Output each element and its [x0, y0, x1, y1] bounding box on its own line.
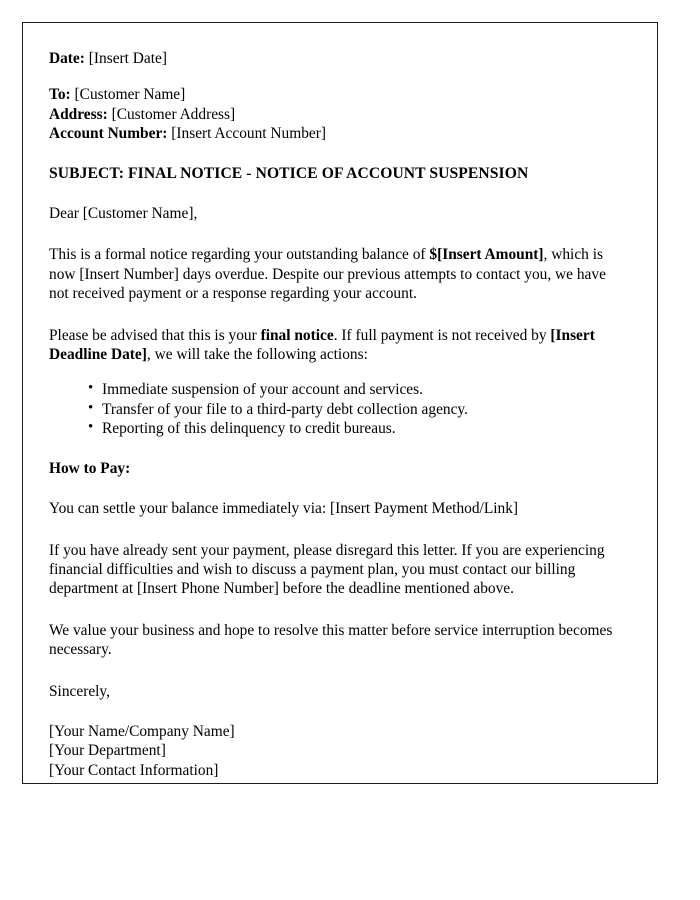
letter-page — [22, 22, 658, 784]
paragraph2-part1: Please be advised that this is your — [49, 326, 261, 344]
to-line — [49, 85, 629, 104]
salutation: Dear [Customer Name], — [49, 205, 198, 223]
address-label: Address: — [49, 105, 108, 123]
sign-off: Sincerely, — [49, 682, 110, 700]
date-label: Date: — [49, 50, 85, 67]
list-item: • Reporting of this delinquency to credit bureaus. — [88, 419, 629, 438]
paragraph-final-notice — [49, 326, 629, 365]
account-number-label: Account Number: — [49, 125, 168, 143]
date-line — [49, 49, 629, 68]
letter-body — [23, 23, 657, 780]
signature-name: [Your Name/Company Name] — [49, 722, 235, 740]
subject-line: SUBJECT: FINAL NOTICE - NOTICE OF ACCOUNT SUSPENSION — [49, 164, 529, 182]
paragraph2-part2: . If full payment is not received by — [333, 326, 551, 344]
signature-department: [Your Department] — [49, 742, 166, 760]
paragraph-already-paid: If you have already sent your payment, please disregard this letter. If you are experiencing financial difficulties and wish to discuss a payment plan, you must contact our billing department at [Insert Phone Number] before the deadline mentioned above. — [49, 541, 605, 598]
paragraph1-amount: $[Insert Amount] — [429, 246, 544, 264]
signature-contact: [Your Contact Information] — [49, 761, 219, 779]
paragraph-balance-notice — [49, 245, 629, 303]
date-value: [Insert Date] — [88, 50, 167, 67]
paragraph2-final-notice: final notice — [260, 326, 334, 344]
paragraph2-deadline-date: [Insert Deadline Date] — [49, 326, 595, 364]
to-label: To: — [49, 86, 71, 104]
how-to-pay-heading: How to Pay: — [49, 459, 131, 477]
signature-block — [49, 722, 629, 780]
list-item: • Transfer of your file to a third-party debt collection agency. — [88, 400, 629, 419]
paragraph1-part1: This is a formal notice regarding your outstanding balance of — [49, 246, 430, 264]
address-line — [49, 105, 629, 124]
paragraph1-part2: , which is now [Insert Number] days overdue. Despite our previous attempts to contact you, we have not received payment or a response regarding your account. — [49, 246, 606, 303]
account-number-line — [49, 124, 629, 143]
list-item: • Immediate suspension of your account and services. — [88, 380, 629, 399]
address-value: [Customer Address] — [111, 105, 236, 123]
payment-method-line: You can settle your balance immediately via: [Insert Payment Method/Link] — [49, 500, 519, 518]
recipient-block — [49, 85, 629, 143]
paragraph-closing-statement: We value your business and hope to resolve this matter before service interruption becomes necessary. — [49, 621, 613, 659]
to-value: [Customer Name] — [74, 86, 186, 104]
paragraph2-part3: , we will take the following actions: — [146, 346, 368, 364]
account-number-value: [Insert Account Number] — [171, 125, 326, 143]
actions-list — [49, 380, 629, 438]
